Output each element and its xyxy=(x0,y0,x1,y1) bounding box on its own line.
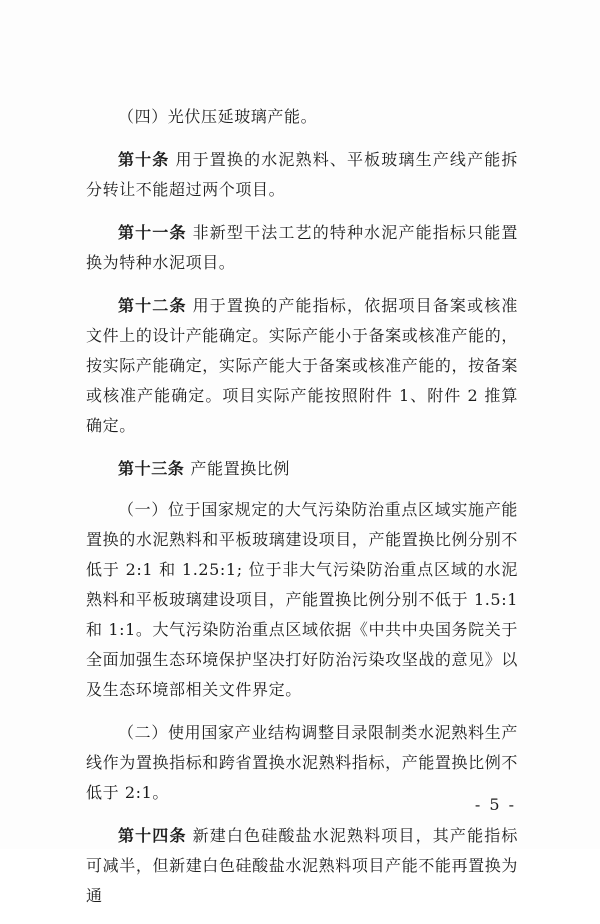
article-number: 第十一条 xyxy=(118,223,187,242)
article-12 xyxy=(86,291,518,441)
article-number: 第十三条 xyxy=(118,459,185,478)
paragraph-text: （四）光伏压延玻璃产能。 xyxy=(118,107,318,126)
article-text: 用于置换的水泥熟料、平板玻璃生产线产能拆分转让不能超过两个项目。 xyxy=(86,150,518,199)
article-text: 产能置换比例 xyxy=(190,459,291,478)
paragraph-text: （一）位于国家规定的大气污染防治重点区域实施产能置换的水泥熟料和平板玻璃建设项目，产能置换比例分别不低于 2:1 和 1.25:1; 位于非大气污染防治重点区域的水泥熟料和平板玻璃建设项目，产能置换比例分别不低于 1.5:1 和 1:1。大气污染防治重点区域依据《中共中央国务院关于全面加强生态环境保护坚决打好防治污染攻坚战的意见》以及生态环境部相关文件界定。 xyxy=(86,500,518,699)
paragraph-item-2 xyxy=(86,718,518,808)
paragraph-text: （二）使用国家产业结构调整目录限制类水泥熟料生产线作为置换指标和跨省置换水泥熟料指标，产能置换比例不低于 2:1。 xyxy=(86,723,518,802)
article-14 xyxy=(86,821,518,911)
page-number: - 5 - xyxy=(474,795,516,814)
article-number: 第十二条 xyxy=(118,296,187,315)
article-text: 用于置换的产能指标，依据项目备案或核准文件上的设计产能确定。实际产能小于备案或核准产能的，按实际产能确定，实际产能大于备案或核准产能的，按备案或核准产能确定。项目实际产能按照附件 1、附件 2 推算确定。 xyxy=(86,296,518,435)
paragraph-item-1 xyxy=(86,495,518,705)
article-number: 第十四条 xyxy=(118,826,187,845)
article-13 xyxy=(86,454,518,484)
document-body xyxy=(86,102,518,924)
article-text: 新建白色硅酸盐水泥熟料项目，其产能指标可减半，但新建白色硅酸盐水泥熟料项目产能不能再置换为通 xyxy=(86,826,518,905)
article-10 xyxy=(86,145,518,205)
article-11 xyxy=(86,218,518,278)
article-number: 第十条 xyxy=(118,150,170,169)
article-text: 非新型干法工艺的特种水泥产能指标只能置换为特种水泥项目。 xyxy=(86,223,518,272)
paragraph-item-4 xyxy=(86,102,518,132)
